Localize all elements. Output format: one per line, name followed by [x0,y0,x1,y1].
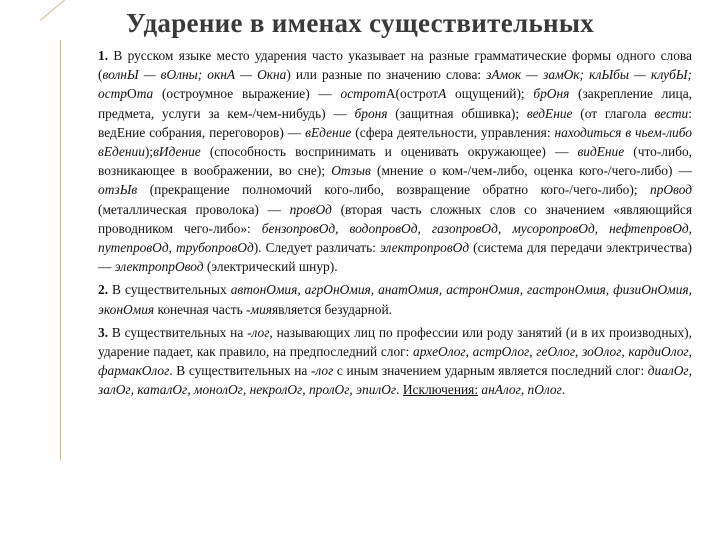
decor-line-left [60,40,61,460]
rule-number: 2. [98,282,109,298]
rule-text: В русском языке место ударения часто указывает на разные грамматические формы одного слова (волнЫ — вОлны; окнА — Окна) или разные по значению слова: зАмок — замОк; клЫбы — клубЫ; острОта (остроумное выражение) — остротА(остротА ощущений); брОня (закрепление лица, предмета, услуги за кем-/чем-нибудь) — броня (защитная обшивка); ведЕние (от глагола вести: ведЕние собрания, переговоров) — вЕдение (сфера деятельности, управления: находиться в чьем-либо вЕдении);вИдение (способность воспринимать и оценивать окружающее) — видЕние (что-либо, возникающее в воображении, во сне); Отзыв (мнение о ком-/чем-либо, оценка кого-/чего-либо) — отзЫв (прекращение полномочий кого-либо, возвращение обратно кого-/чего-либо); прОвод (металлическая проволока) — провОд (вторая часть сложных слов со значением «являющийся проводником чего-либо»: бензопровОд, водопровОд, газопровОд, мусоропровОд, нефтепровОд, путепровОд, трубопровОд). Следует различать: электропровОд (система для передачи электричества) — электропрОвод (электрический шнур). [98,48,692,275]
content-body [98,46,692,404]
rule-number: 1. [98,48,109,63]
rule-item-2 [98,280,692,318]
rule-number: 3. [98,324,109,340]
rule-item-1 [98,46,692,276]
rule-text: В существительных на -лог, называющих лиц по профессии или роду занятий (и в их производных), ударение падает, как правило, на предпоследний слог: археОлог, астрОлог, геОлог, зоОлог, кардиОлог, фармакОлог. В существительных на -лог с иным значением ударным является последний слог: диалОг, залОг, каталОг, монолОг, некролОг, пролОг, эпилОг. Исключения: анАлог, пОлог. [98,324,692,398]
rule-text: В существительных автонОмия, агрОнОмия, анатОмия, астронОмия, гастронОмия, физиОнОмия, эконОмия конечная часть -мияявляется безударной. [98,282,692,317]
rule-item-3 [98,323,692,400]
slide-title: Ударение в именах существительных [125,8,595,38]
